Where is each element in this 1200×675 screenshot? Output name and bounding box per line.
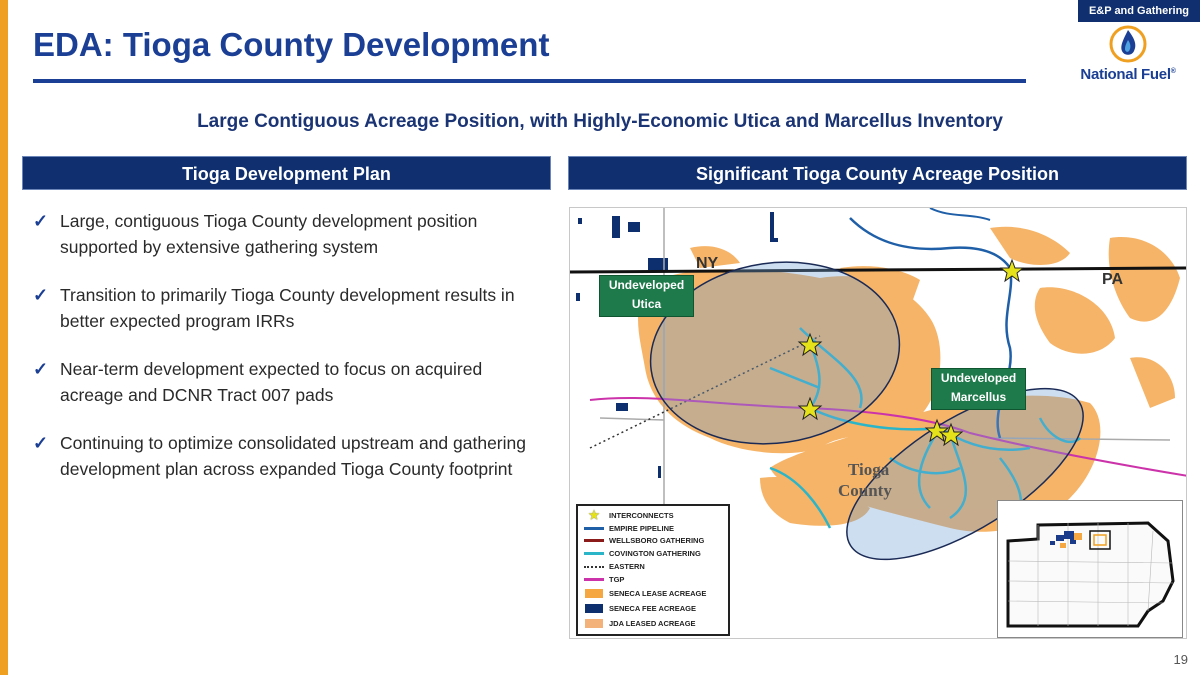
flame-icon (1072, 24, 1184, 66)
page-title: EDA: Tioga County Development (33, 26, 550, 63)
checkmark-icon: ✓ (33, 359, 49, 379)
slide-subtitle: Large Contiguous Acreage Position, with Highly-Economic Utica and Marcellus Inventory (197, 111, 1003, 132)
checkmark-icon: ✓ (33, 433, 49, 453)
county-label: Tioga (848, 460, 890, 479)
registered-mark: ® (1170, 68, 1176, 75)
accent-bar (0, 0, 8, 675)
county-label: County (838, 481, 892, 500)
checkmark-icon: ✓ (33, 285, 49, 305)
bullet-item (33, 282, 538, 334)
marcellus-callout: Undeveloped Marcellus (931, 368, 1026, 410)
utica-callout: Undeveloped Utica (599, 275, 694, 317)
legend-item: JDA LEASED ACREAGE (583, 616, 723, 631)
legend-item: SENECA LEASE ACREAGE (583, 586, 723, 601)
pa-label: PA (1102, 271, 1124, 288)
checkmark-icon: ✓ (33, 211, 49, 231)
bullet-text: Large, contiguous Tioga County development position supported by extensive gathering system (60, 211, 478, 257)
ny-label: NY (696, 255, 719, 272)
locator-inset-map (997, 500, 1183, 638)
bullet-item (33, 356, 538, 408)
bullet-text: Near-term development expected to focus on acquired acreage and DCNR Tract 007 pads (60, 359, 483, 405)
acreage-map (569, 207, 1187, 639)
section-tag: E&P and Gathering (1078, 0, 1200, 22)
logo-text: National Fuel (1080, 66, 1171, 83)
bullet-text: Transition to primarily Tioga County development results in better expected program IRRs (60, 285, 515, 331)
legend-item: COVINGTON GATHERING (583, 547, 723, 560)
star-icon: ★ (588, 508, 600, 523)
legend-item: EMPIRE PIPELINE (583, 522, 723, 535)
legend-item: TGP (583, 573, 723, 586)
legend-item: ★ INTERCONNECTS (588, 508, 674, 523)
legend-item: SENECA FEE ACREAGE (583, 601, 723, 616)
bullet-item (33, 208, 538, 260)
national-fuel-logo (1072, 24, 1184, 90)
page-number: 19 (1173, 652, 1188, 667)
development-plan-list (33, 208, 538, 504)
legend-item: WELLSBORO GATHERING (583, 535, 723, 548)
bullet-item (33, 430, 538, 482)
left-section-header: Tioga Development Plan (22, 156, 551, 190)
title-divider (33, 79, 1026, 83)
legend-item: EASTERN (583, 560, 723, 573)
right-section-header: Significant Tioga County Acreage Position (568, 156, 1187, 190)
map-legend (576, 504, 730, 636)
bullet-text: Continuing to optimize consolidated upstream and gathering development plan across expanded Tioga County footprint (60, 433, 526, 479)
